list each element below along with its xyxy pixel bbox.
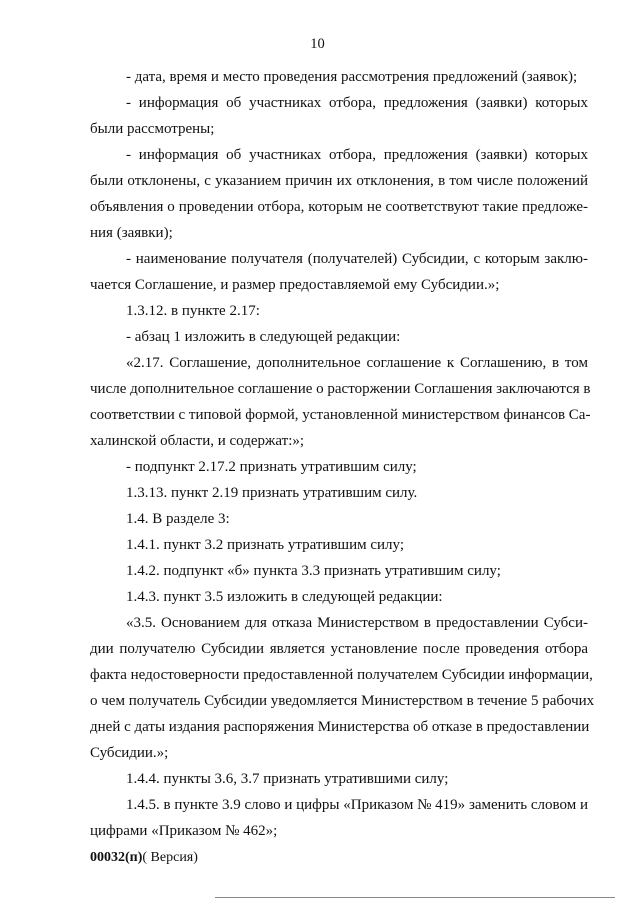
text-line: - информация об участниках отбора, предложения (заявки) которых bbox=[126, 95, 588, 111]
text-line: - информация об участниках отбора, предложения (заявки) которых bbox=[126, 147, 588, 163]
text-line: 1.4.2. подпункт «б» пункта 3.3 признать утратившим силу; bbox=[126, 563, 501, 579]
text-line: «3.5. Основанием для отказа Министерством в предоставлении Субси- bbox=[126, 615, 588, 631]
text-line: ния (заявки); bbox=[90, 225, 173, 241]
text-line: дии получателю Субсидии является установление после проведения отбора bbox=[90, 641, 588, 657]
text-line: соответствии с типовой формой, установленной министерством финансов Са- bbox=[90, 407, 591, 423]
text-line: факта недостоверности предоставленной получателем Субсидии информации, bbox=[90, 667, 593, 683]
text-line: о чем получатель Субсидии уведомляется Министерством в течение 5 рабочих bbox=[90, 693, 595, 709]
text-line: 1.4.3. пункт 3.5 изложить в следующей редакции: bbox=[126, 589, 443, 605]
text-line: «2.17. Соглашение, дополнительное соглашение к Соглашению, в том bbox=[126, 355, 588, 371]
text-line: - абзац 1 изложить в следующей редакции: bbox=[126, 329, 401, 345]
text-line: были рассмотрены; bbox=[90, 121, 215, 137]
text-line: - подпункт 2.17.2 признать утратившим силу; bbox=[126, 459, 417, 475]
scan-edge-line bbox=[215, 897, 615, 898]
text-line: халинской области, и содержат:»; bbox=[90, 433, 305, 449]
document-footer bbox=[90, 850, 198, 866]
text-line: - дата, время и место проведения рассмотрения предложений (заявок); bbox=[126, 69, 578, 85]
text-line: были отклонены, с указанием причин их отклонения, в том числе положений bbox=[90, 173, 588, 189]
text-line: 1.4.1. пункт 3.2 признать утратившим силу; bbox=[126, 537, 405, 553]
document-version: ( Версия) bbox=[142, 850, 198, 865]
text-line: 1.3.12. в пункте 2.17: bbox=[126, 303, 260, 319]
text-line: 1.4.5. в пункте 3.9 слово и цифры «Приказом № 419» заменить словом и bbox=[126, 797, 588, 813]
text-line: 1.4. В разделе 3: bbox=[126, 511, 230, 527]
text-line: цифрами «Приказом № 462»; bbox=[90, 823, 278, 839]
text-line: чается Соглашение, и размер предоставляемой ему Субсидии.»; bbox=[90, 277, 500, 293]
text-line: объявления о проведении отбора, которым не соответствуют такие предложе- bbox=[90, 199, 588, 215]
document-code: 00032(п) bbox=[90, 850, 143, 865]
page-number: 10 bbox=[310, 36, 325, 52]
text-line: 1.4.4. пункты 3.6, 3.7 признать утратившими силу; bbox=[126, 771, 449, 787]
text-line: - наименование получателя (получателей) Субсидии, с которым заклю- bbox=[126, 251, 588, 267]
text-line: дней с даты издания распоряжения Министерства об отказе в предоставлении bbox=[90, 719, 590, 735]
text-line: числе дополнительное соглашение о расторжении Соглашения заключаются в bbox=[90, 381, 591, 397]
text-line: 1.3.13. пункт 2.19 признать утратившим силу. bbox=[126, 485, 418, 501]
text-line: Субсидии.»; bbox=[90, 745, 169, 761]
